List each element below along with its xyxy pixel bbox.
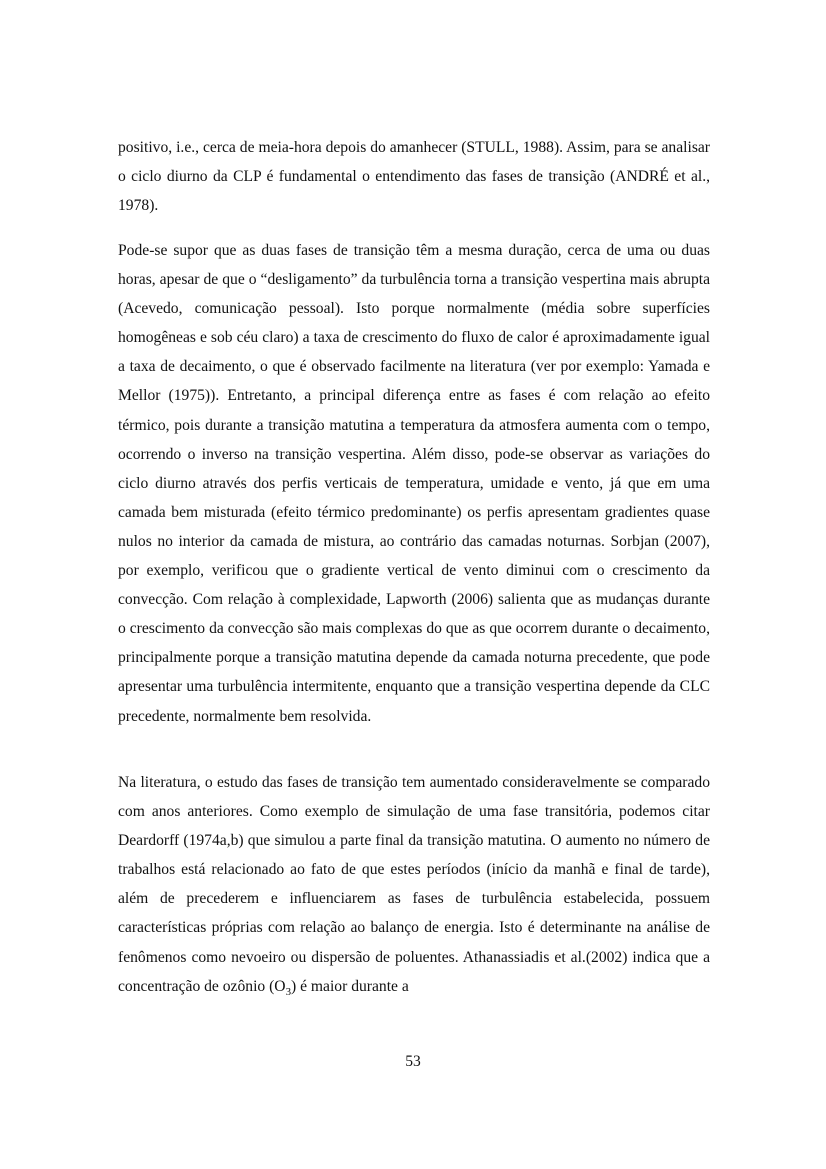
- ozone-subscript: 3: [285, 985, 292, 998]
- paragraph-3-text: Na literatura, o estudo das fases de transição tem aumentado consideravelmente se comparado com anos anteriores. Como exemplo de simulação de uma fase transitória, podemos citar Deardorff (1974a,b) que simulou a parte final da transição matutina. O aumento no número de trabalhos está relacionado ao fato de que estes períodos (início da manhã e final de tarde), além de precederem e influenciarem as fases de turbulência estabelecida, possuem características próprias com relação ao balanço de energia. Isto é determinante na análise de fenômenos como nevoeiro ou dispersão de poluentes. Athanassiadis et al.(2002) indica que a concentração de ozônio (O: [118, 774, 710, 995]
- paragraph-3-tail: ) é maior durante a: [291, 977, 409, 995]
- paragraph-2: Pode-se supor que as duas fases de transição têm a mesma duração, cerca de uma ou duas horas, apesar de que o “desligamento” da turbulência torna a transição vespertina mais abrupta (Acevedo, comunicação pessoal). Isto porque normalmente (média sobre superfícies homogêneas e sob céu claro) a taxa de crescimento do fluxo de calor é aproximadamente igual a taxa de decaimento, o que é observado facilmente na literatura (ver por exemplo: Yamada e Mellor (1975)). Entretanto, a principal diferença entre as fases é com relação ao efeito térmico, pois durante a transição matutina a temperatura da atmosfera aumenta com o tempo, ocorrendo o inverso na transição vespertina. Além disso, pode-se observar as variações do ciclo diurno através dos perfis verticais de temperatura, umidade e vento, já que em uma camada bem misturada (efeito térmico predominante) os perfis apresentam gradientes quase nulos no interior da camada de mistura, ao contrário das camadas noturnas. Sorbjan (2007), por exemplo, verificou que o gradiente vertical de vento diminui com o crescimento da convecção. Com relação à complexidade, Lapworth (2006) salienta que as mudanças durante o crescimento da convecção são mais complexas do que as que ocorrem durante o decaimento, principalmente porque a transição matutina depende da camada noturna precedente, que pode apresentar uma turbulência intermitente, enquanto que a transição vespertina depende da CLC precedente, normalmente bem resolvida.: [118, 242, 710, 725]
- page-number: 53: [405, 1053, 421, 1070]
- paragraph-3: [118, 768, 710, 1001]
- paragraph-1: positivo, i.e., cerca de meia-hora depois do amanhecer (STULL, 1988). Assim, para se analisar o ciclo diurno da CLP é fundamental o entendimento das fases de transição (ANDRÉ et al., 1978).: [118, 139, 710, 215]
